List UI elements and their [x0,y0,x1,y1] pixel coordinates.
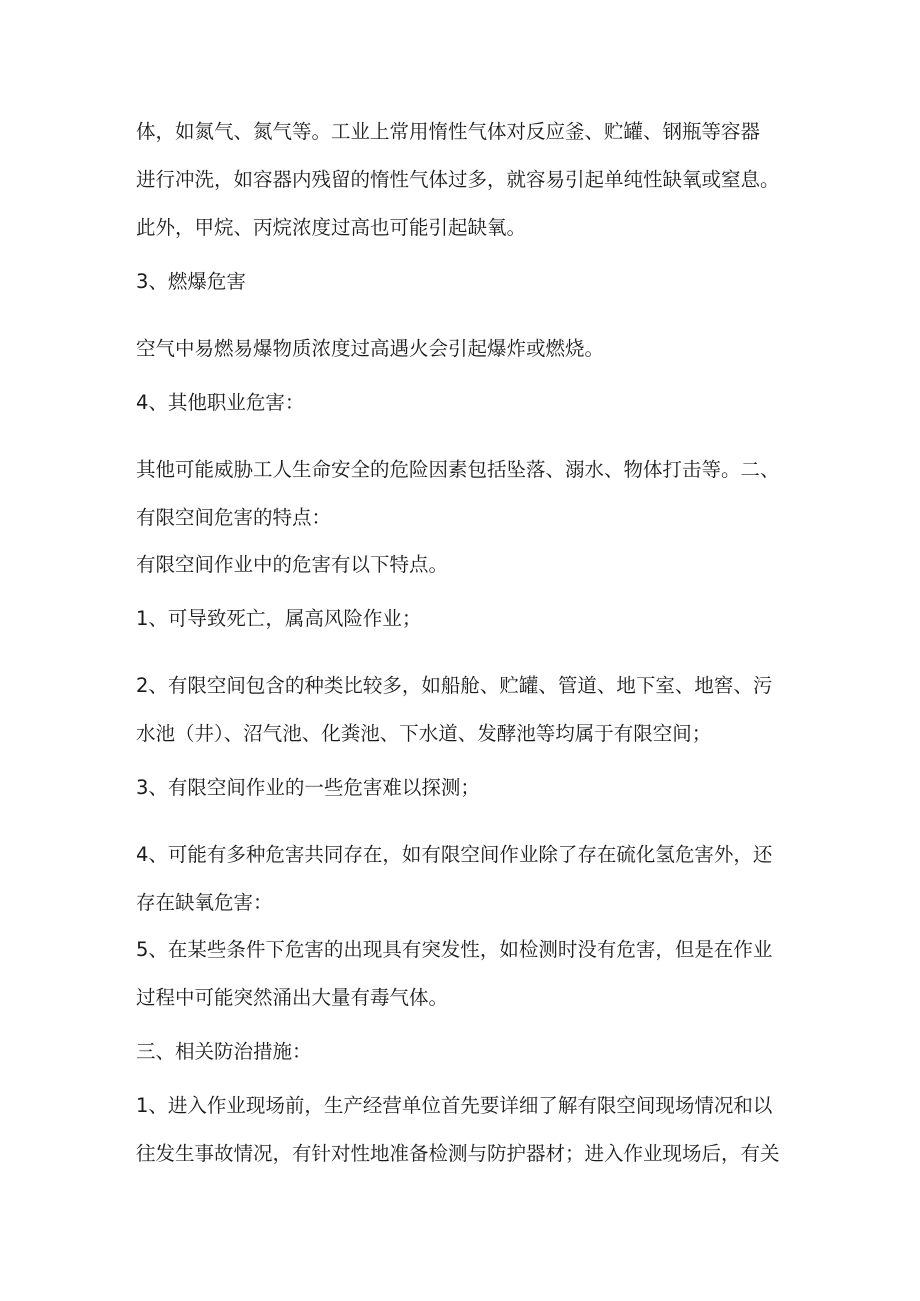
text-line: 空气中易燃易爆物质浓度过高遇火会引起爆炸或燃烧。 [136,337,605,360]
list-item: 4、可能有多种危害共同存在，如有限空间作业除了存在硫化氢危害外，还 [136,843,773,866]
list-item: 1、进入作业现场前，生产经营单位首先要详细了解有限空间现场情况和以 [136,1094,773,1117]
text-line: 过程中可能突然涌出大量有毒气体。 [136,986,449,1009]
text-line: 水池（井）、沼气池、化粪池、下水道、发酵池等均属于有限空间； [136,722,712,745]
section-heading: 4、其他职业危害： [136,391,305,414]
text-line: 其他可能威胁工人生命安全的危险因素包括坠落、溺水、物体打击等。二、 [136,458,780,481]
text-line: 体，如氮气、氮气等。工业上常用惰性气体对反应釜、贮罐、钢瓶等容器 [136,120,761,143]
list-item: 2、有限空间包含的种类比较多，如船舱、贮罐、管道、地下室、地窖、污 [136,674,773,697]
text-line: 进行冲洗，如容器内残留的惰性气体过多，就容易引起单纯性缺氧或窒息。 [136,168,780,191]
text-line: 有限空间作业中的危害有以下特点。 [136,553,449,576]
list-item: 1、可导致死亡，属高风险作业； [136,607,422,630]
text-line: 往发生事故情况，有针对性地准备检测与防护器材；进入作业现场后，有关 [136,1142,780,1165]
text-line: 此外，甲烷、丙烷浓度过高也可能引起缺氧。 [136,216,527,239]
list-item: 3、有限空间作业的一些危害难以探测； [136,776,480,799]
text-line: 存在缺氧危害： [136,891,273,914]
section-heading: 3、燃爆危害 [136,270,246,293]
section-heading: 三、相关防治措施： [136,1040,312,1063]
list-item: 5、在某些条件下危害的出现具有突发性，如检测时没有危害，但是在作业 [136,938,773,961]
text-line: 有限空间危害的特点： [136,506,332,529]
